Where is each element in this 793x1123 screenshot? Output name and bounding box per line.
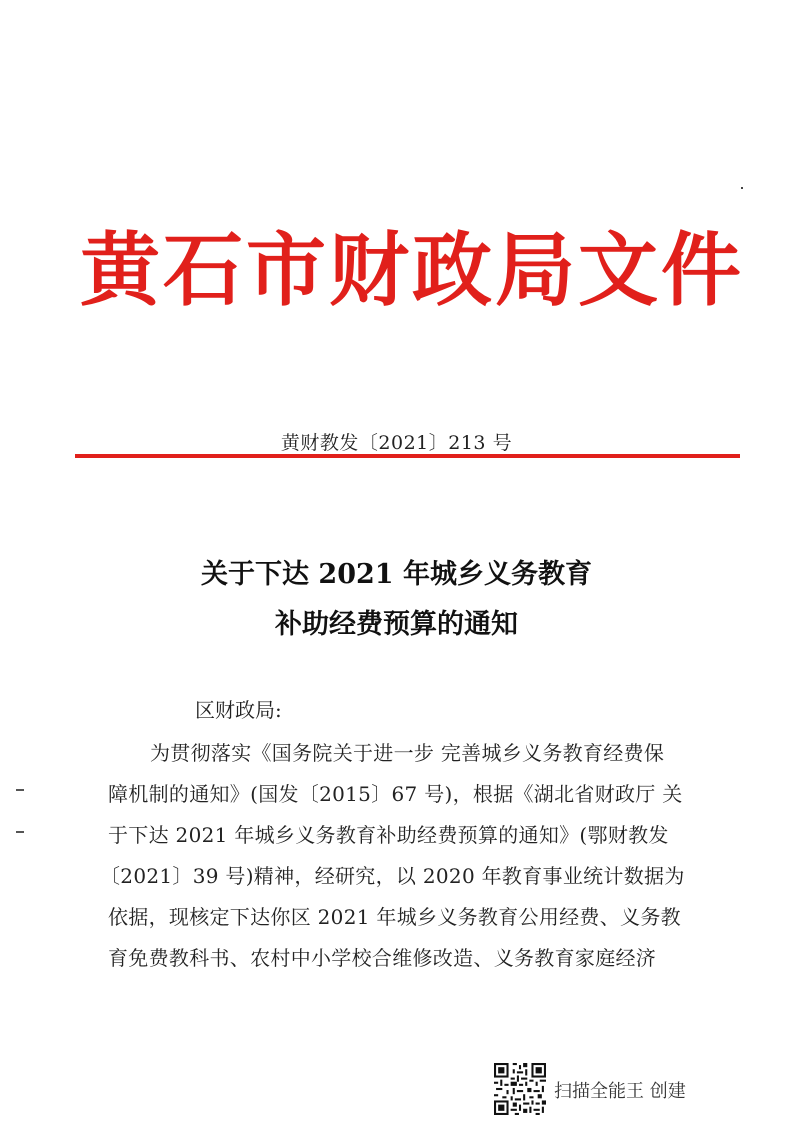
body-line: 为贯彻落实《国务院关于进一步 完善城乡义务教育经费保 <box>150 741 665 765</box>
body-line: 障机制的通知》(国发〔2015〕67 号)，根据《湖北省财政厅 关 <box>108 782 683 806</box>
body-line: 依据，现核定下达你区 2021 年城乡义务教育公用经费、义务教 <box>108 905 681 929</box>
notice-title-line-1: 关于下达 2021 年城乡义务教育 <box>201 559 592 590</box>
salutation: 区财政局: <box>195 698 282 722</box>
body-line: 〔2021〕39 号)精神，经研究，以 2020 年教育事业统计数据为 <box>100 864 685 888</box>
red-divider-line <box>75 454 740 458</box>
qr-code-icon <box>494 1063 546 1115</box>
scanner-credit-text: 扫描全能王 创建 <box>554 1081 686 1102</box>
scan-speck <box>741 187 743 189</box>
masthead-title: 黄石市财政局文件 <box>80 223 744 317</box>
document-number: 黄财教发〔2021〕213 号 <box>280 432 513 454</box>
scanner-watermark <box>494 1063 754 1115</box>
scan-edge-mark <box>16 789 24 791</box>
body-line: 于下达 2021 年城乡义务教育补助经费预算的通知》(鄂财教发 <box>108 823 669 847</box>
scan-edge-mark <box>16 831 24 833</box>
body-line: 育免费教科书、农村中小学校合维修改造、义务教育家庭经济 <box>108 946 657 970</box>
notice-title-line-2: 补助经费预算的通知 <box>275 609 518 640</box>
